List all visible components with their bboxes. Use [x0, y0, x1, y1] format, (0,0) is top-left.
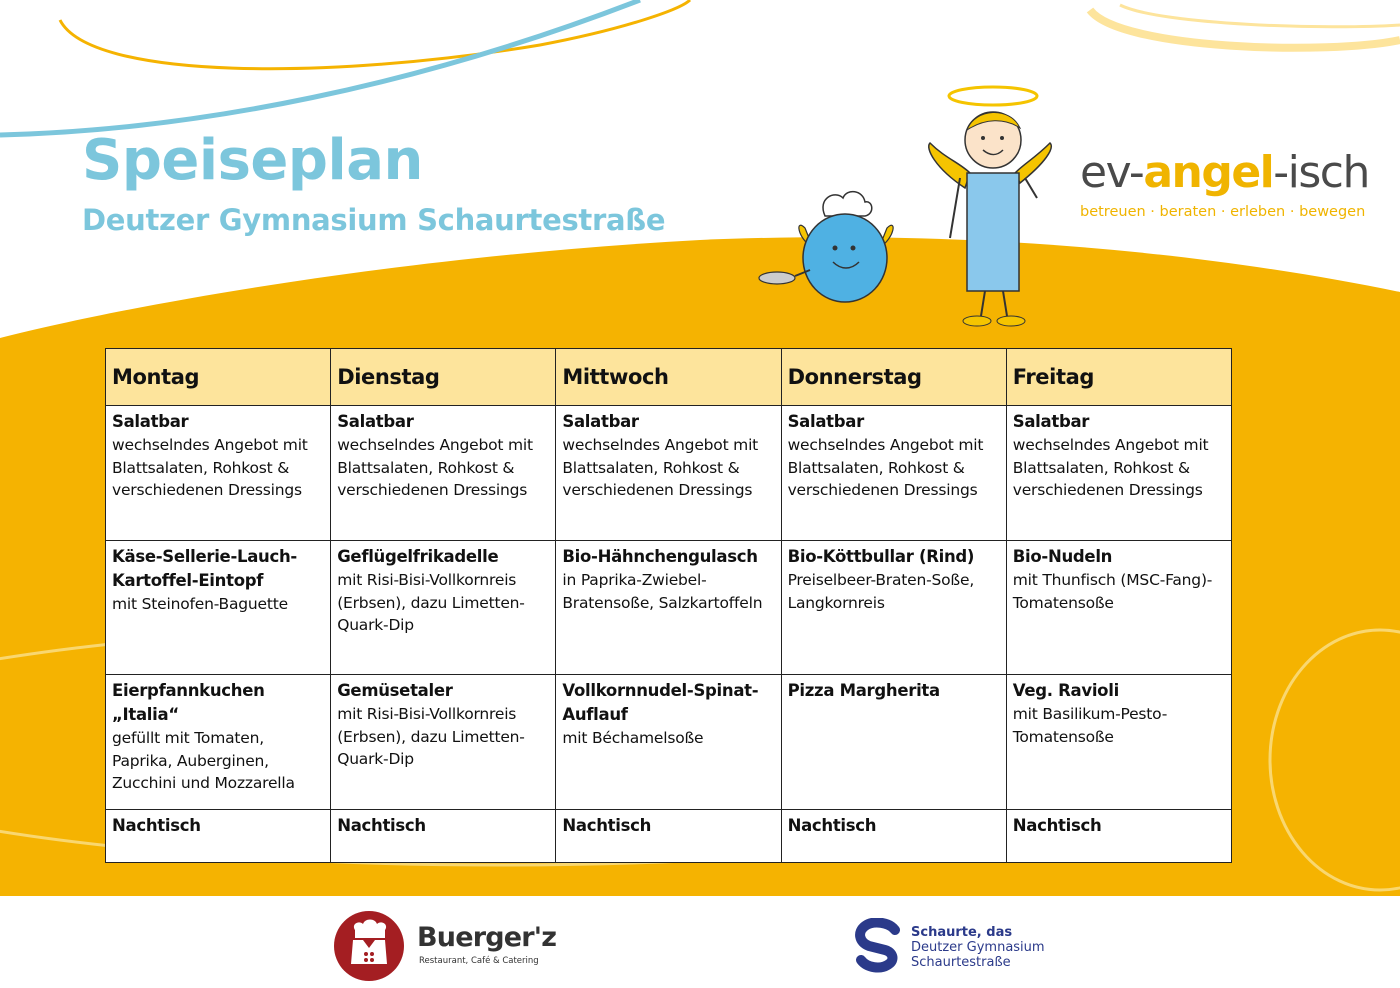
- menu-cell: [556, 541, 781, 675]
- dish-description: mit Risi-Bisi-Vollkornreis (Erbsen), dazu Limetten-Quark-Dip: [337, 705, 525, 768]
- menu-cell: [781, 675, 1006, 810]
- school-line-1: Schaurte, das: [911, 925, 1013, 940]
- dish-description: wechselndes Angebot mit Blattsalaten, Rohkost & verschiedenen Dressings: [787, 436, 984, 499]
- chef-jacket-icon: [333, 910, 405, 982]
- dessert-label: Nachtisch: [112, 816, 201, 835]
- dish-name: Salatbar: [337, 412, 414, 431]
- dish-description: wechselndes Angebot mit Blattsalaten, Rohkost & verschiedenen Dressings: [1012, 436, 1209, 499]
- menu-cell: [556, 675, 781, 810]
- school-line-2: Deutzer Gymnasium: [911, 940, 1045, 955]
- wing-icon: [929, 143, 970, 188]
- school-name: [911, 925, 1045, 970]
- dish-name: Käse-Sellerie-Lauch-Kartoffel-Eintopf: [112, 547, 297, 590]
- menu-cell: [1006, 541, 1231, 675]
- top-right-ring: [1090, 10, 1400, 48]
- main-dish-row-1: [106, 541, 1232, 675]
- dish-name: Salatbar: [112, 412, 189, 431]
- dish-description: in Paprika-Zwiebel-Bratensoße, Salzkartoffeln: [562, 571, 763, 612]
- buergerz-logo: [333, 910, 557, 982]
- dish-name: Bio-Hähnchengulasch: [562, 547, 758, 566]
- chef-body: [803, 214, 887, 302]
- dish-name: Vollkornnudel-Spinat-Auflauf: [562, 681, 759, 724]
- day-header: Dienstag: [331, 349, 556, 406]
- school-line-3: Schaurtestraße: [911, 955, 1011, 970]
- pan-icon: [759, 272, 795, 284]
- main-dish-row-2: [106, 675, 1232, 810]
- salad-row: [106, 406, 1232, 541]
- dish-description: mit Béchamelsoße: [562, 729, 704, 747]
- menu-cell: [106, 675, 331, 810]
- dish-name: Geflügelfrikadelle: [337, 547, 499, 566]
- menu-cell: [106, 541, 331, 675]
- brand-tagline: betreuen · beraten · erleben · bewegen: [1080, 204, 1366, 220]
- dish-name: Salatbar: [787, 412, 864, 431]
- menu-cell: [106, 406, 331, 541]
- menu-cell: [781, 810, 1006, 863]
- day-header: Donnerstag: [781, 349, 1006, 406]
- menu-cell: [331, 406, 556, 541]
- menu-cell: [331, 541, 556, 675]
- chef-hat-icon: [823, 192, 872, 216]
- menu-table: [105, 348, 1232, 863]
- dish-description: mit Risi-Bisi-Vollkornreis (Erbsen), dazu Limetten-Quark-Dip: [337, 571, 525, 634]
- angel-apron: [967, 173, 1019, 291]
- dish-description: wechselndes Angebot mit Blattsalaten, Rohkost & verschiedenen Dressings: [112, 436, 308, 499]
- dish-description: mit Steinofen-Baguette: [112, 595, 288, 613]
- dish-name: Gemüsetaler: [337, 681, 453, 700]
- day-header-row: [106, 349, 1232, 406]
- menu-cell: [1006, 406, 1231, 541]
- page-title: Speiseplan: [82, 128, 423, 193]
- mascot-illustration: [755, 78, 1065, 338]
- wing-icon: [1015, 143, 1051, 183]
- day-header: Freitag: [1006, 349, 1231, 406]
- dish-name: Veg. Ravioli: [1012, 681, 1119, 700]
- menu-cell: [781, 406, 1006, 541]
- dish-name: Bio-Nudeln: [1012, 547, 1113, 566]
- dessert-label: Nachtisch: [787, 816, 877, 835]
- dish-description: mit Thunfisch (MSC-Fang)-Tomatensoße: [1012, 571, 1213, 612]
- menu-cell: [556, 810, 781, 863]
- menu-cell: [331, 810, 556, 863]
- dish-description: wechselndes Angebot mit Blattsalaten, Rohkost & verschiedenen Dressings: [562, 436, 759, 499]
- dessert-label: Nachtisch: [1012, 816, 1102, 835]
- top-orange-ring: [60, 0, 690, 69]
- dessert-row: [106, 810, 1232, 863]
- school-s-icon: [853, 918, 903, 974]
- ev-angel-isch-logo: [1080, 148, 1380, 220]
- menu-cell: [556, 406, 781, 541]
- top-right-ring-2: [1120, 5, 1400, 27]
- menu-cell: [106, 810, 331, 863]
- buergerz-tagline: Restaurant, Café & Catering: [419, 956, 539, 966]
- page-subtitle: Deutzer Gymnasium Schaurtestraße: [82, 203, 666, 237]
- dish-name: Bio-Köttbullar (Rind): [787, 547, 975, 566]
- dessert-label: Nachtisch: [337, 816, 426, 835]
- buergerz-name: Buerger'z: [417, 922, 557, 953]
- dish-description: wechselndes Angebot mit Blattsalaten, Rohkost & verschiedenen Dressings: [337, 436, 533, 499]
- day-header: Montag: [106, 349, 331, 406]
- day-header: Mittwoch: [556, 349, 781, 406]
- menu-cell: [1006, 675, 1231, 810]
- dish-description: Preiselbeer-Braten-Soße, Langkornreis: [787, 571, 975, 612]
- menu-cell: [781, 541, 1006, 675]
- menu-cell: [331, 675, 556, 810]
- dish-name: Salatbar: [1012, 412, 1090, 431]
- school-logo: [853, 918, 1083, 978]
- dessert-label: Nachtisch: [562, 816, 652, 835]
- dish-description: mit Basilikum-Pesto-Tomatensoße: [1012, 705, 1168, 746]
- dish-name: Eierpfannkuchen „Italia“: [112, 681, 265, 724]
- dish-name: Pizza Margherita: [787, 681, 940, 700]
- menu-cell: [1006, 810, 1231, 863]
- brand-name: ev-angel-isch: [1080, 147, 1369, 198]
- dish-description: gefüllt mit Tomaten, Paprika, Auberginen, Zucchini und Mozzarella: [112, 729, 295, 792]
- dish-name: Salatbar: [562, 412, 639, 431]
- halo-icon: [949, 87, 1037, 105]
